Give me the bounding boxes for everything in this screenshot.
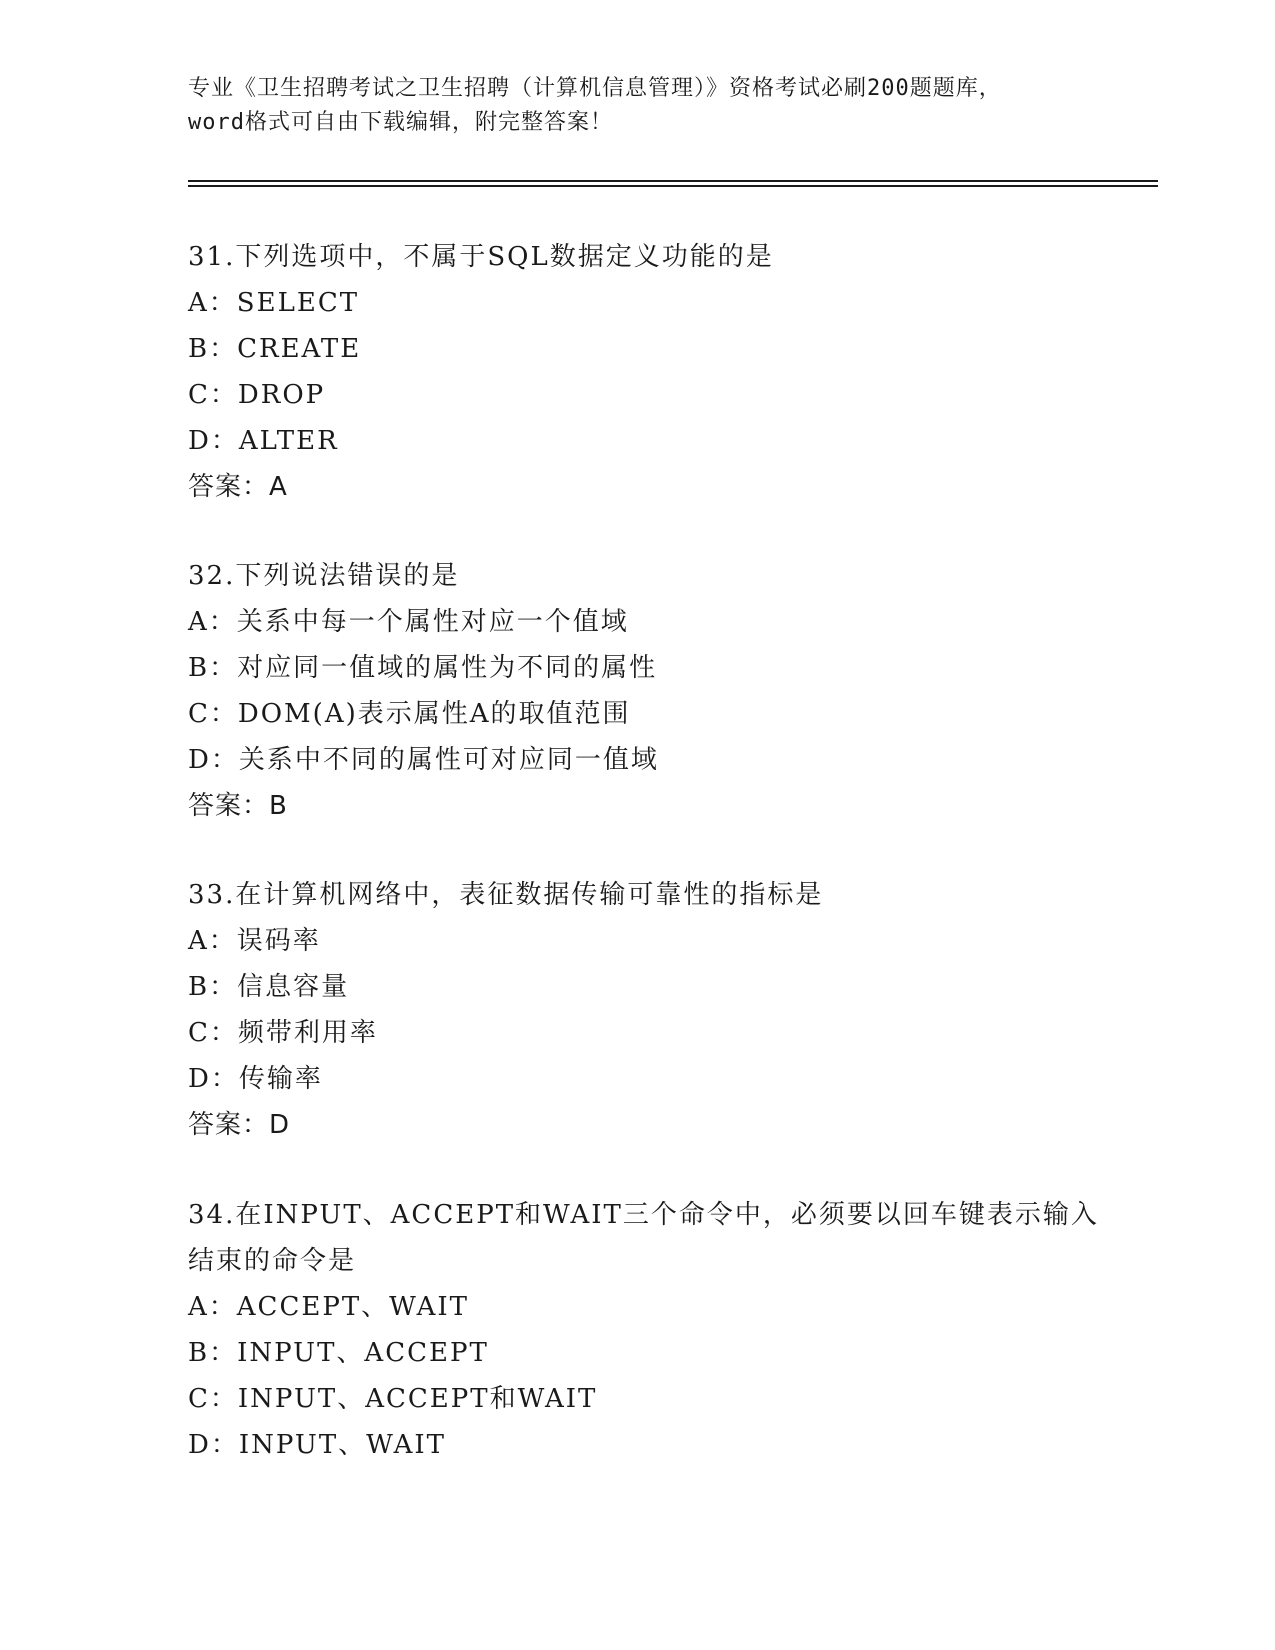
question-32 — [188, 553, 1108, 829]
option-c: C：INPUT、ACCEPT和WAIT — [188, 1384, 598, 1414]
question-34 — [188, 1192, 1108, 1468]
question-title: 32.下列说法错误的是 — [188, 561, 460, 591]
option-d: D：INPUT、WAIT — [188, 1430, 446, 1460]
option-b: B：对应同一值域的属性为不同的属性 — [188, 653, 658, 683]
header-divider-bottom — [188, 185, 1158, 187]
option-d: D：ALTER — [188, 426, 339, 456]
header-line-1: 专业《卫生招聘考试之卫生招聘（计算机信息管理）》资格考试必刷200题题库， — [188, 76, 1002, 101]
option-d: D：关系中不同的属性可对应同一值域 — [188, 745, 659, 775]
question-33 — [188, 872, 1108, 1148]
question-title-line-1: 34.在INPUT、ACCEPT和WAIT三个命令中，必须要以回车键表示输入 — [188, 1200, 1099, 1230]
option-a: A：ACCEPT、WAIT — [188, 1292, 469, 1322]
option-b: B：信息容量 — [188, 972, 350, 1002]
question-title: 33.在计算机网络中，表征数据传输可靠性的指标是 — [188, 880, 824, 910]
option-a: A：误码率 — [188, 926, 321, 956]
document-header — [188, 72, 1088, 140]
question-title: 31.下列选项中，不属于SQL数据定义功能的是 — [188, 242, 774, 272]
option-b: B：CREATE — [188, 334, 362, 364]
option-a: A：关系中每一个属性对应一个值域 — [188, 607, 629, 637]
header-line-2: word格式可自由下载编辑，附完整答案！ — [188, 110, 613, 135]
option-d: D：传输率 — [188, 1064, 323, 1094]
option-b: B：INPUT、ACCEPT — [188, 1338, 489, 1368]
answer-line: 答案：B — [188, 791, 288, 821]
header-divider-top — [188, 180, 1158, 182]
answer-line: 答案：D — [188, 1110, 291, 1140]
option-c: C：DROP — [188, 380, 326, 410]
question-title-line-2: 结束的命令是 — [188, 1246, 357, 1276]
answer-line: 答案：A — [188, 472, 288, 502]
option-a: A：SELECT — [188, 288, 360, 318]
question-31 — [188, 234, 1108, 510]
option-c: C：频带利用率 — [188, 1018, 378, 1048]
option-c: C：DOM(A)表示属性A的取值范围 — [188, 699, 631, 729]
